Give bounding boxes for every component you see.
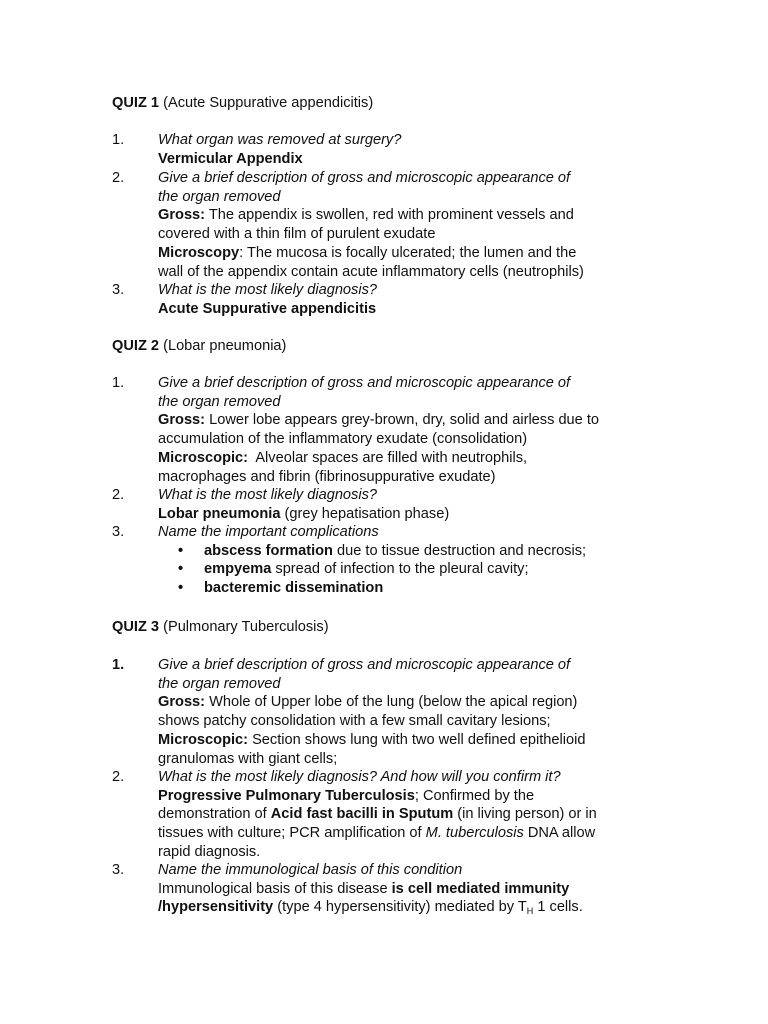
quiz2-heading: QUIZ 2 (Lobar pneumonia): [112, 338, 287, 354]
gross-description: Gross: Whole of Upper lobe of the lung (below the apical region): [158, 694, 578, 711]
microscopy-description-cont: wall of the appendix contain acute inflammatory cells (neutrophils): [158, 263, 584, 280]
question-line: Give a brief description of gross and microscopic appearance of: [158, 375, 571, 391]
list-item: • bacteremic dissemination: [158, 579, 658, 598]
quiz1-item3: [158, 281, 658, 318]
answer: Lobar pneumonia (grey hepatisation phase): [158, 505, 450, 522]
quiz2-item2: [158, 486, 658, 523]
answer: Acute Suppurative appendicitis: [158, 300, 377, 317]
quiz1-item2: [158, 169, 658, 281]
list-item: • empyema spread of infection to the pleural cavity;: [158, 560, 658, 579]
answer: Vermicular Appendix: [158, 150, 303, 167]
quiz1-item1: [158, 131, 658, 168]
gross-description: Gross: The appendix is swollen, red with prominent vessels and: [158, 207, 574, 224]
microscopic-description: Microscopic: Section shows lung with two well defined epithelioid: [158, 731, 586, 748]
question-line: the organ removed: [158, 188, 281, 205]
answer-cont: demonstration of Acid fast bacilli in Sputum (in living person) or in: [158, 806, 597, 823]
gross-description: Gross: Lower lobe appears grey-brown, dry, solid and airless due to: [158, 412, 600, 429]
quiz2-item2-number: 2.: [112, 487, 125, 503]
quiz3-heading: QUIZ 3 (Pulmonary Tuberculosis): [112, 619, 329, 635]
answer-cont: rapid diagnosis.: [158, 843, 261, 860]
gross-description-cont: accumulation of the inflammatory exudate (consolidation): [158, 431, 528, 448]
quiz2-item1: [158, 374, 658, 486]
quiz3-item3-number: 3.: [112, 862, 125, 878]
answer-cont: tissues with culture; PCR amplification of M. tuberculosis DNA allow: [158, 825, 596, 842]
question: What is the most likely diagnosis?: [158, 282, 377, 298]
question: What organ was removed at surgery?: [158, 132, 402, 148]
question-line: the organ removed: [158, 393, 281, 410]
answer: Immunological basis of this disease is cell mediated immunity: [158, 880, 570, 897]
quiz3-item1-number: 1.: [112, 657, 125, 673]
microscopy-description: Microscopy: The mucosa is focally ulcerated; the lumen and the: [158, 244, 577, 261]
quiz3-item2-number: 2.: [112, 769, 125, 785]
quiz3-item3: [158, 861, 658, 917]
question-line: Give a brief description of gross and microscopic appearance of: [158, 657, 571, 673]
quiz3-item2: [158, 768, 658, 862]
quiz2-item1-number: 1.: [112, 375, 125, 391]
question-line: Give a brief description of gross and microscopic appearance of: [158, 170, 571, 186]
gross-description-cont: shows patchy consolidation with a few small cavitary lesions;: [158, 713, 551, 730]
quiz1-heading: QUIZ 1 (Acute Suppurative appendicitis): [112, 95, 374, 111]
question: What is the most likely diagnosis? And how will you confirm it?: [158, 769, 561, 785]
question: What is the most likely diagnosis?: [158, 487, 377, 503]
quiz1-item1-number: 1.: [112, 132, 125, 148]
gross-description-cont: covered with a thin film of purulent exudate: [158, 226, 436, 243]
microscopic-description: Microscopic: Alveolar spaces are filled with neutrophils,: [158, 449, 528, 466]
list-item: • abscess formation due to tissue destruction and necrosis;: [158, 542, 658, 561]
complications-list: [158, 542, 658, 598]
quiz3-item1: [158, 656, 658, 768]
microscopic-description-cont: macrophages and fibrin (fibrinosuppurative exudate): [158, 468, 496, 485]
quiz1-item2-number: 2.: [112, 170, 125, 186]
question-line: the organ removed: [158, 675, 281, 692]
quiz2-item3-number: 3.: [112, 524, 125, 540]
question: Name the immunological basis of this condition: [158, 862, 463, 878]
answer-cont: /hypersensitivity (type 4 hypersensitivity) mediated by $T_H$ 1 cells.: [158, 899, 583, 917]
answer: Progressive Pulmonary Tuberculosis; Confirmed by the: [158, 787, 535, 804]
quiz1-item3-number: 3.: [112, 282, 125, 298]
quiz2-item3: [158, 523, 658, 598]
question: Name the important complications: [158, 524, 379, 540]
microscopic-description-cont: granulomas with giant cells;: [158, 750, 338, 767]
